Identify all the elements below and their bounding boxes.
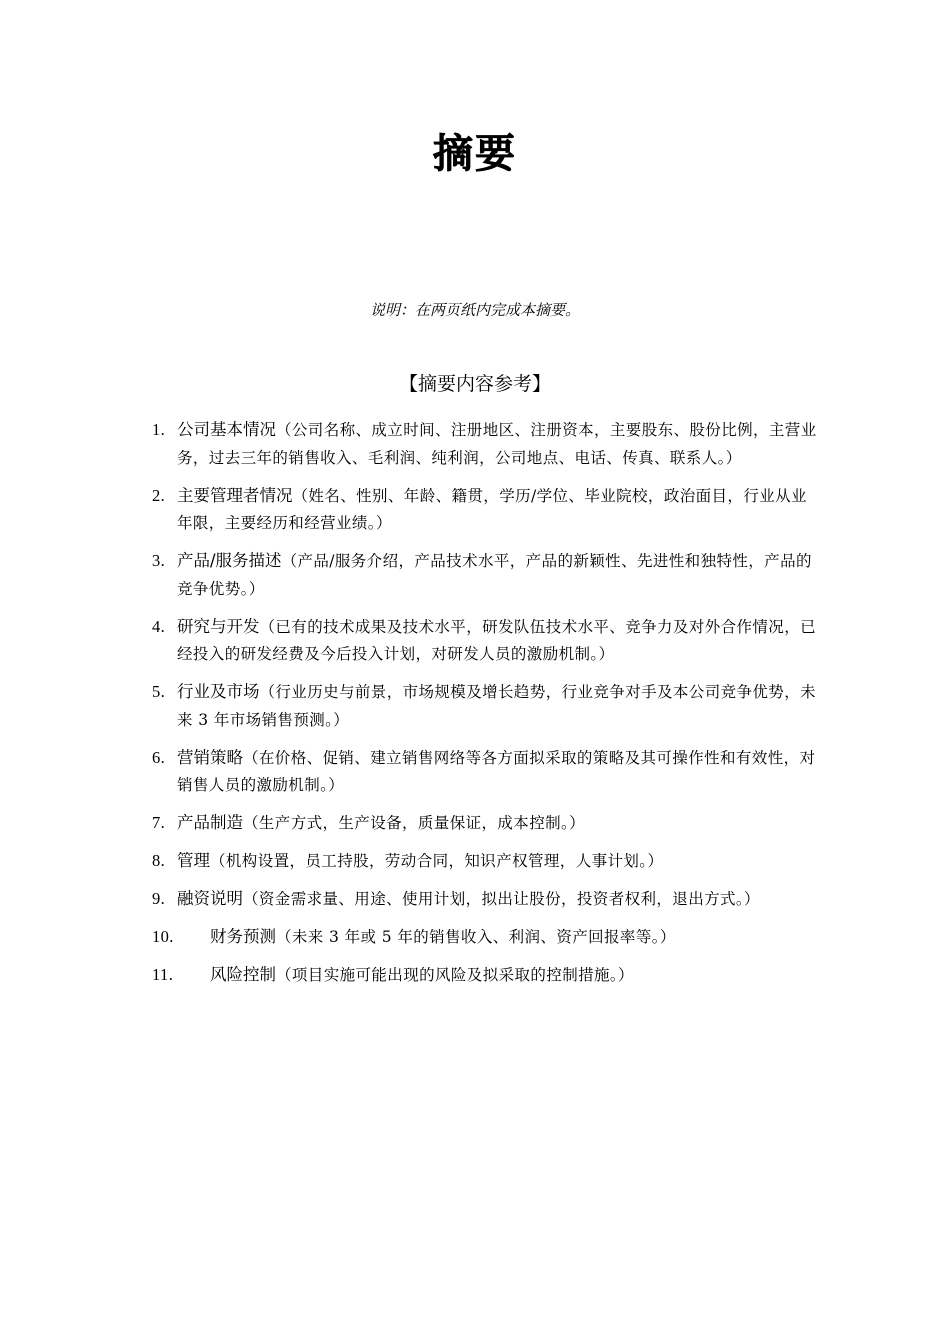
item-description: （行业历史与前景，市场规模及增长趋势，行业竞争对手及本公司竞争优势，未来 3 年市场销售预测。） — [177, 683, 817, 729]
item-number: 1. — [152, 420, 166, 439]
item-number: 7. — [152, 813, 166, 832]
item-label: 产品/服务描述 — [177, 551, 282, 570]
list-item — [152, 613, 817, 669]
instruction-note: 说明：在两页纸内完成本摘要。 — [369, 301, 580, 319]
item-label: 风险控制 — [210, 965, 276, 984]
item-description: （资金需求量、用途、使用计划，拟出让股份，投资者权利，退出方式。） — [243, 890, 760, 908]
item-label: 公司基本情况 — [177, 420, 276, 439]
list-item — [152, 678, 817, 734]
item-number: 10. — [152, 927, 174, 946]
list-item — [152, 809, 817, 838]
item-label: 融资说明 — [177, 889, 243, 908]
item-description: （机构设置，员工持股，劳动合同，知识产权管理，人事计划。） — [210, 852, 664, 870]
item-label: 研究与开发 — [177, 616, 260, 636]
item-number: 3. — [152, 551, 166, 570]
item-number: 8. — [152, 851, 166, 870]
list-item — [152, 744, 817, 800]
item-label: 产品制造 — [177, 813, 243, 832]
item-label: 行业及市场 — [177, 682, 260, 701]
item-label: 财务预测 — [210, 927, 276, 946]
item-description: （生产方式，生产设备，质量保证，成本控制。） — [243, 814, 586, 832]
item-description: （姓名、性别、年龄、籍贯，学历/学位、毕业院校，政治面目，行业从业年限，主要经历和经营业绩。） — [177, 486, 807, 532]
list-item — [152, 847, 817, 876]
item-number: 9. — [152, 889, 166, 908]
reference-list — [152, 416, 817, 999]
item-description: （产品/服务介绍，产品技术水平，产品的新颖性、先进性和独特性，产品的竞争优势。） — [177, 552, 812, 598]
list-item — [152, 885, 817, 914]
list-item — [152, 482, 817, 538]
item-description: （公司名称、成立时间、注册地区、注册资本，主要股东、股份比例，主营业务，过去三年的销售收入、毛利润、纯利润，公司地点、电话、传真、联系人。） — [177, 421, 817, 467]
list-item — [152, 416, 817, 472]
list-item — [152, 923, 817, 952]
item-number: 5. — [152, 682, 166, 701]
item-label: 管理 — [177, 851, 210, 870]
list-item — [152, 961, 817, 990]
page-title: 摘要 — [433, 131, 517, 177]
item-description: （未来 3 年或 5 年的销售收入、利润、资产回报率等。） — [276, 928, 676, 946]
item-number: 11. — [152, 965, 174, 984]
item-number: 2. — [152, 485, 166, 505]
item-label: 主要管理者情况 — [177, 485, 293, 505]
item-description: （在价格、促销、建立销售网络等各方面拟采取的策略及其可操作性和有效性，对销售人员的激励机制。） — [177, 748, 816, 794]
item-number: 6. — [152, 747, 166, 767]
item-number: 4. — [152, 616, 166, 636]
item-label: 营销策略 — [177, 747, 243, 767]
reference-heading: 【摘要内容参考】 — [398, 373, 551, 395]
item-description: （已有的技术成果及技术水平，研发队伍技术水平、竞争力及对外合作情况，已经投入的研发经费及今后投入计划，对研发人员的激励机制。） — [177, 617, 817, 663]
list-item — [152, 547, 817, 603]
item-description: （项目实施可能出现的风险及拟采取的控制措施。） — [276, 966, 634, 984]
